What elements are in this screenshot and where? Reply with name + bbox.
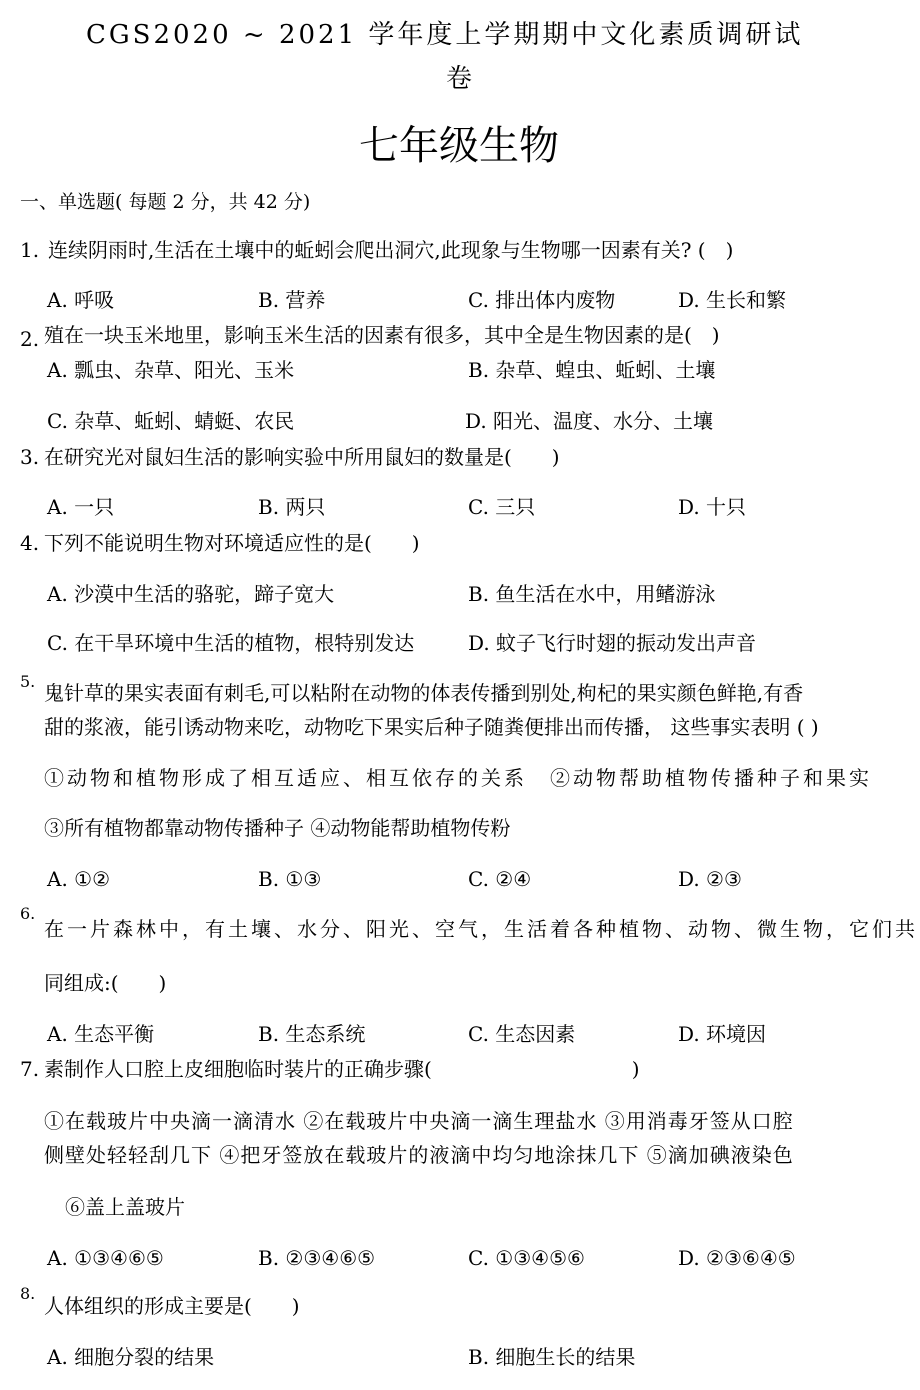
option-a: A. 呼吸 [47,288,115,312]
option-b: B. 杂草、蝗虫、蚯蚓、土壤 [468,358,716,382]
question-number: 5. [20,672,36,691]
statement-line: 侧壁处轻轻刮几下 ④把牙签放在载玻片的液滴中均匀地涂抹几下 ⑤滴加碘液染色 [44,1143,794,1167]
question-stem: 鬼针草的果实表面有刺毛,可以粘附在动物的体表传播到别处,枸杞的果实颜色鲜艳,有香 [44,681,804,705]
statement-line: ①动物和植物形成了相互适应、相互依存的关系 ②动物帮助植物传播种子和果实 [44,766,872,790]
option-b: B. 两只 [258,495,326,519]
question-number: 6. [20,904,36,923]
question-number: 4. [20,531,40,555]
statement-line: ⑥盖上盖玻片 [65,1195,185,1219]
option-c: C. 杂草、蚯蚓、蜻蜓、农民 [47,409,295,433]
section-heading: 一、单选题( 每题 2 分，共 42 分) [20,191,311,213]
statement-line: ③所有植物都靠动物传播种子 ④动物能帮助植物传粉 [44,816,511,840]
question-stem: 连续阴雨时,生活在土壤中的蚯蚓会爬出洞穴,此现象与生物哪一因素有关? ( ) [48,238,734,262]
exam-title-line1: CGS2020 ~ 2021 学年度上学期期中文化素质调研试 [86,20,804,50]
option-d: D. 蚊子飞行时翅的振动发出声音 [468,631,757,655]
question-stem: 人体组织的形成主要是( ) [44,1294,300,1318]
option-c: C. 生态因素 [468,1022,576,1046]
option-d: D. 阳光、温度、水分、土壤 [465,409,714,433]
question-stem: 在研究光对鼠妇生活的影响实验中所用鼠妇的数量是( ) [44,445,560,469]
option-c: C. ①③④⑤⑥ [468,1246,585,1270]
question-number: 8. [20,1284,36,1303]
option-b: B. 营养 [258,288,326,312]
option-a: A. ①③④⑥⑤ [47,1246,164,1270]
question-stem: 甜的浆液，能引诱动物来吃，动物吃下果实后种子随粪便排出而传播， 这些事实表明 ( ) [44,715,819,739]
statement-line: ①在载玻片中央滴一滴清水 ②在载玻片中央滴一滴生理盐水 ③用消毒牙签从口腔 [44,1109,794,1133]
subject-title: 七年级生物 [359,123,559,169]
option-c: C. ②④ [468,867,532,891]
question-stem: 同组成:( ) [44,971,167,995]
option-d: D. 十只 [678,495,747,519]
option-d: D. 生长和繁 [678,288,787,312]
option-a: A. ①② [47,867,111,891]
question-stem: 下列不能说明生物对环境适应性的是( ) [44,531,420,555]
option-a: A. 生态平衡 [47,1022,155,1046]
question-stem: 殖在一块玉米地里，影响玉米生活的因素有很多，其中全是生物因素的是( ) [44,323,720,347]
question-number: 7. [20,1057,40,1081]
option-c: C. 在干旱环境中生活的植物，根特别发达 [47,631,415,655]
option-b: B. 细胞生长的结果 [468,1345,636,1369]
question-stem: 素制作人口腔上皮细胞临时装片的正确步骤( ) [44,1057,640,1081]
option-b: B. ②③④⑥⑤ [258,1246,376,1270]
option-d: D. ②③⑥④⑤ [678,1246,796,1270]
exam-title-line2: 卷 [446,64,476,94]
option-c: C. 三只 [468,495,536,519]
option-a: A. 一只 [47,495,115,519]
option-c: C. 排出体内废物 [468,288,616,312]
option-a: A. 沙漠中生活的骆驼，蹄子宽大 [47,582,335,606]
option-b: B. 生态系统 [258,1022,366,1046]
question-number: 1. [20,238,40,262]
option-b: B. 鱼生活在水中，用鳍游泳 [468,582,716,606]
option-a: A. 瓢虫、杂草、阳光、玉米 [47,358,295,382]
question-number: 2. [20,327,40,351]
option-a: A. 细胞分裂的结果 [47,1345,215,1369]
question-stem: 在一片森林中，有土壤、水分、阳光、空气，生活着各种植物、动物、微生物，它们共 [44,917,918,941]
option-d: D. ②③ [678,867,742,891]
option-d: D. 环境因 [678,1022,767,1046]
option-b: B. ①③ [258,867,322,891]
question-number: 3. [20,445,40,469]
